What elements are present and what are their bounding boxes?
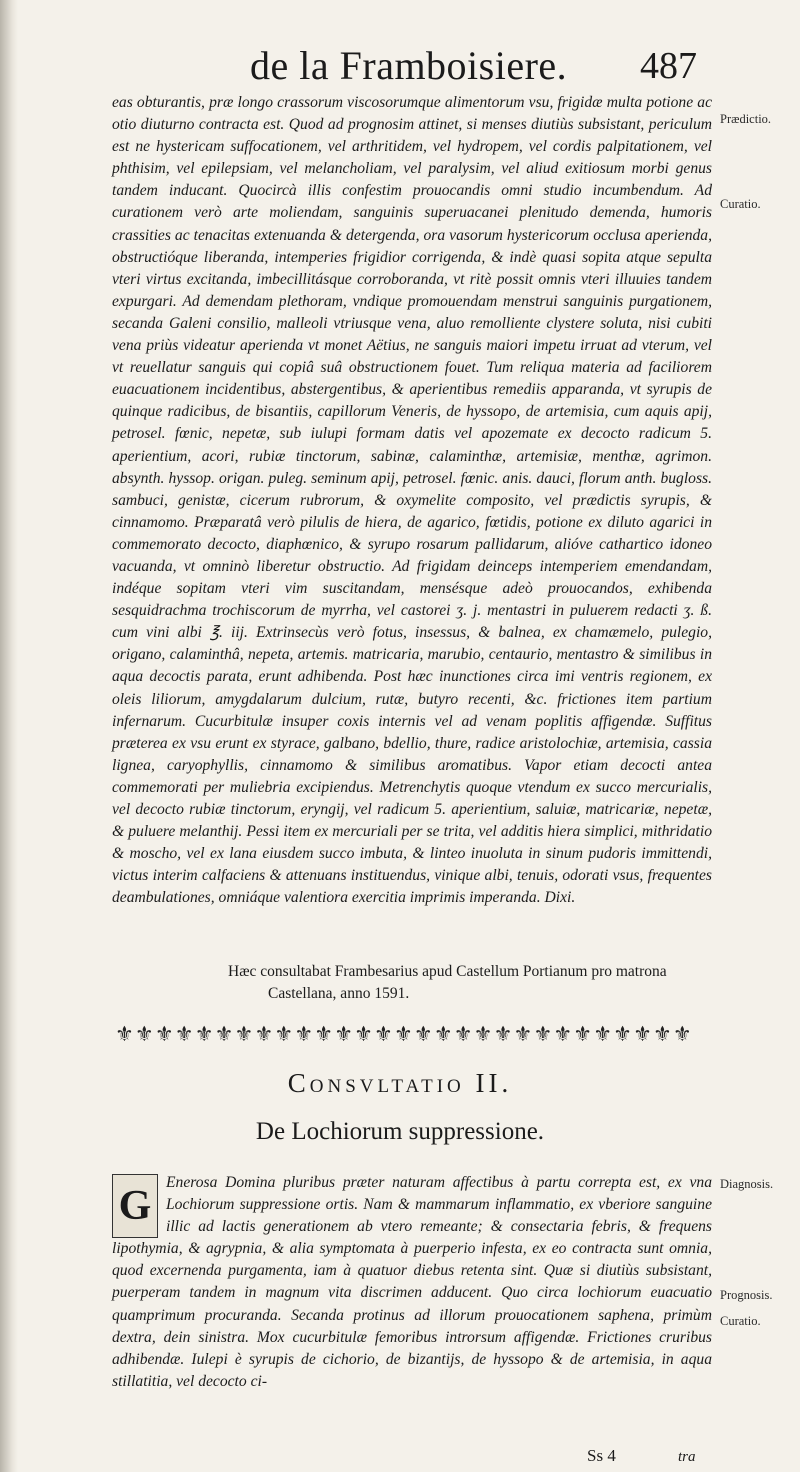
page-number: 487 xyxy=(640,45,697,87)
paragraph-diagnosis xyxy=(112,1172,712,1393)
margin-note-curatio: Curatio. xyxy=(720,197,761,211)
catchword: tra xyxy=(678,1449,696,1465)
running-head: de la Framboisiere. xyxy=(250,43,568,88)
paragraph-curatio: eas obturantis, præ longo crassorum viscosorumque alimentorum vsu, frigidæ multa potione ac otio diuturno contracta est. Quod ad prognosim attinet, si menses diutiùs subsistant, periculum est ne hystericam suffocationem, vel arthritidem, vel hydropem, vel cordis palpitationem, vel phthisim, vel epilepsiam, vel melancholiam, vel paralysim, vel aliud exitiosum morbi genus tandem inducant. Quocircà illis confestim prouocandis omni studio incumbendum. Ad curationem verò arte moliendam, sanguinis superuacanei plenitudo demenda, humoris crassities ac tenacitas extenuanda & detergenda, ora vasorum hystericorum occlusa aperienda, obstructióque liberanda, intemperies frigidior corrigenda, & indè quasi sopita atque sepulta vteri virtus excitanda, imbecillitásque corroboranda, vt ritè possit omnis vteri illuuies tandem expurgari. Ad demendam plethoram, vndique promouendam menstrui sanguinis purgationem, secanda Galeni consilio, malleoli vtriusque vena, aluo remolliente clystere soluta, nisi cubiti vena priùs videatur aperienda vt monet Aëtius, ne sanguis maiori impetu irruat ad vterum, vel vt reuellatur sanguis qui copiâ suâ obstructionem fouet. Tum reliqua materia ad faciliorem euacuationem incidentibus, abstergentibus, & aperientibus remediis apparanda, vt syrupis de quinque radicibus, de bisantiis, capillorum Veneris, de hyssopo, de artemisia, cum aquis apij, petrosel. fœnic, nepetæ, sub iulupi formam datis vel apozemate ex decocto radicum 5. aperientium, acori, rubiæ tinctorum, sabinæ, calaminthæ, artemisiæ, menthæ, agrimon. absynth. hyssop. origan. puleg. seminum apij, petrosel. fœnic. anis. dauci, florum anth. bugloss. sambuci, genistæ, cicerum rubrorum, & oxymelite composito, vel prædictis syrupis, & cinnamomo. Præparatâ verò pilulis de hiera, de agarico, fœtidis, potione ex diluto agarici in commemorato decocto, diaphœnico, & syrupo rosarum pallidarum, alióve cathartico idoneo vacuanda, vt omninò liberetur obstructio. Ad frigidam deinceps intemperiem emendandam, indéque sopitam vteri vim suscitandam, mensésque adeò prouocandos, exhibenda sesquidrachma trochiscorum de myrrha, vel castorei ʒ. j. mentastri in puluerem redacti ʒ. ß. cum vini albi ℥. iij. Extrinsecùs verò fotus, insessus, & balnea, ex chamæmelo, pulegio, origano, calaminthâ, nepeta, artemis. matricaria, marubio, centaurio, mentastro & similibus in aqua decoctis parata, erunt adhibenda. Post hæc inunctiones circa imi ventris regionem, ex oleis liliorum, amygdalarum dulcium, rutæ, butyro recenti, &c. frictiones item partium infernarum. Cucurbitulæ insuper coxis internis vel ad venam poplitis affigendæ. Suffitus præterea ex vsu erunt ex styrace, galbano, bdellio, thure, radice aristolochiæ, artemisia, cassia lignea, caryophyllis, cinnamomo & similibus aromatibus. Vapor etiam decocti antea commemorati per muliebria excipiendus. Metrenchytis quoque vtendum ex succo mercurialis, vel decocto rubiæ tinctorum, eryngij, vel radicum 5. aperientium, saluiæ, matricariæ, nepetæ, & puluere melanthij. Pessi item ex mercuriali per se trita, vel additis hiera simplici, mithridatio & moscho, vel ex lana eiusdem succo imbuta, & linteo inuoluta in sinum pudoris immittendi, victus interim calfaciens & attenuans instituendus, vinique albi, tenuis, odorati vsus, frequentes deambulationes, omniáque valentiora exercitia imprimis imperanda. Dixi. xyxy=(112,94,712,907)
signature-mark: Ss 4 xyxy=(587,1446,616,1465)
page-gutter-shadow xyxy=(0,0,18,1472)
margin-note-diagnosis: Diagnosis. xyxy=(720,1177,774,1191)
margin-note-prognosis: Prognosis. xyxy=(720,1288,773,1302)
margin-note-curatio-lower: Curatio. xyxy=(720,1314,761,1328)
consultation-text-bottom xyxy=(112,1172,712,1393)
signoff-line-1: Hæc consultabat Frambesarius apud Castellum Portianum pro matrona xyxy=(228,963,667,980)
signoff-line-2: Castellana, anno 1591. xyxy=(268,985,410,1002)
margin-note-praedictio: Prædictio. xyxy=(720,112,772,126)
decorated-initial-letter: G xyxy=(118,1183,152,1229)
section-subtitle: De Lochiorum suppressione. xyxy=(255,1118,545,1145)
paragraph-diagnosis-text: Enerosa Domina pluribus præter naturam affectibus à partu correpta est, ex vna Lochiorum suppressione ortis. Nam & mammarum inflammatio, ex vberiore sanguine illic ad lactis generationem ab vtero remeante; & consectaria febris, & frequens lipothymia, & agrypnia, & alia symptomata à puerperio infesta, ex eo contracta sunt omnia, quod excernenda purgamenta, iam à quatuor diebus retenta sint. Quæ si diutiùs subsistant, puerperam tandem in magnum vita discrimen adducent. Quo circa lochiorum euacuatio quamprimum procuranda. Secanda protinus ad illorum prouocationem saphena, primùm dextra, dein sinistra. Mox cucurbitulæ femoribus introrsum affigendæ. Frictiones cruribus adhibendæ. Iulepi è syrupis de cichorio, de bizantijs, de hyssopo & de artemisia, in aqua stillatitia, vel decocto ci- xyxy=(112,1174,712,1390)
consultation-text-top xyxy=(112,92,712,909)
signoff xyxy=(228,961,728,1005)
page-header xyxy=(0,42,800,92)
section-title: Consvltatio II. xyxy=(287,1068,513,1098)
decorated-initial xyxy=(112,1174,158,1238)
fleuron-ornament-band: ⚜⚜⚜⚜⚜⚜⚜⚜⚜⚜⚜⚜⚜⚜⚜⚜⚜⚜⚜⚜⚜⚜⚜⚜⚜⚜⚜⚜⚜ xyxy=(115,1022,693,1046)
